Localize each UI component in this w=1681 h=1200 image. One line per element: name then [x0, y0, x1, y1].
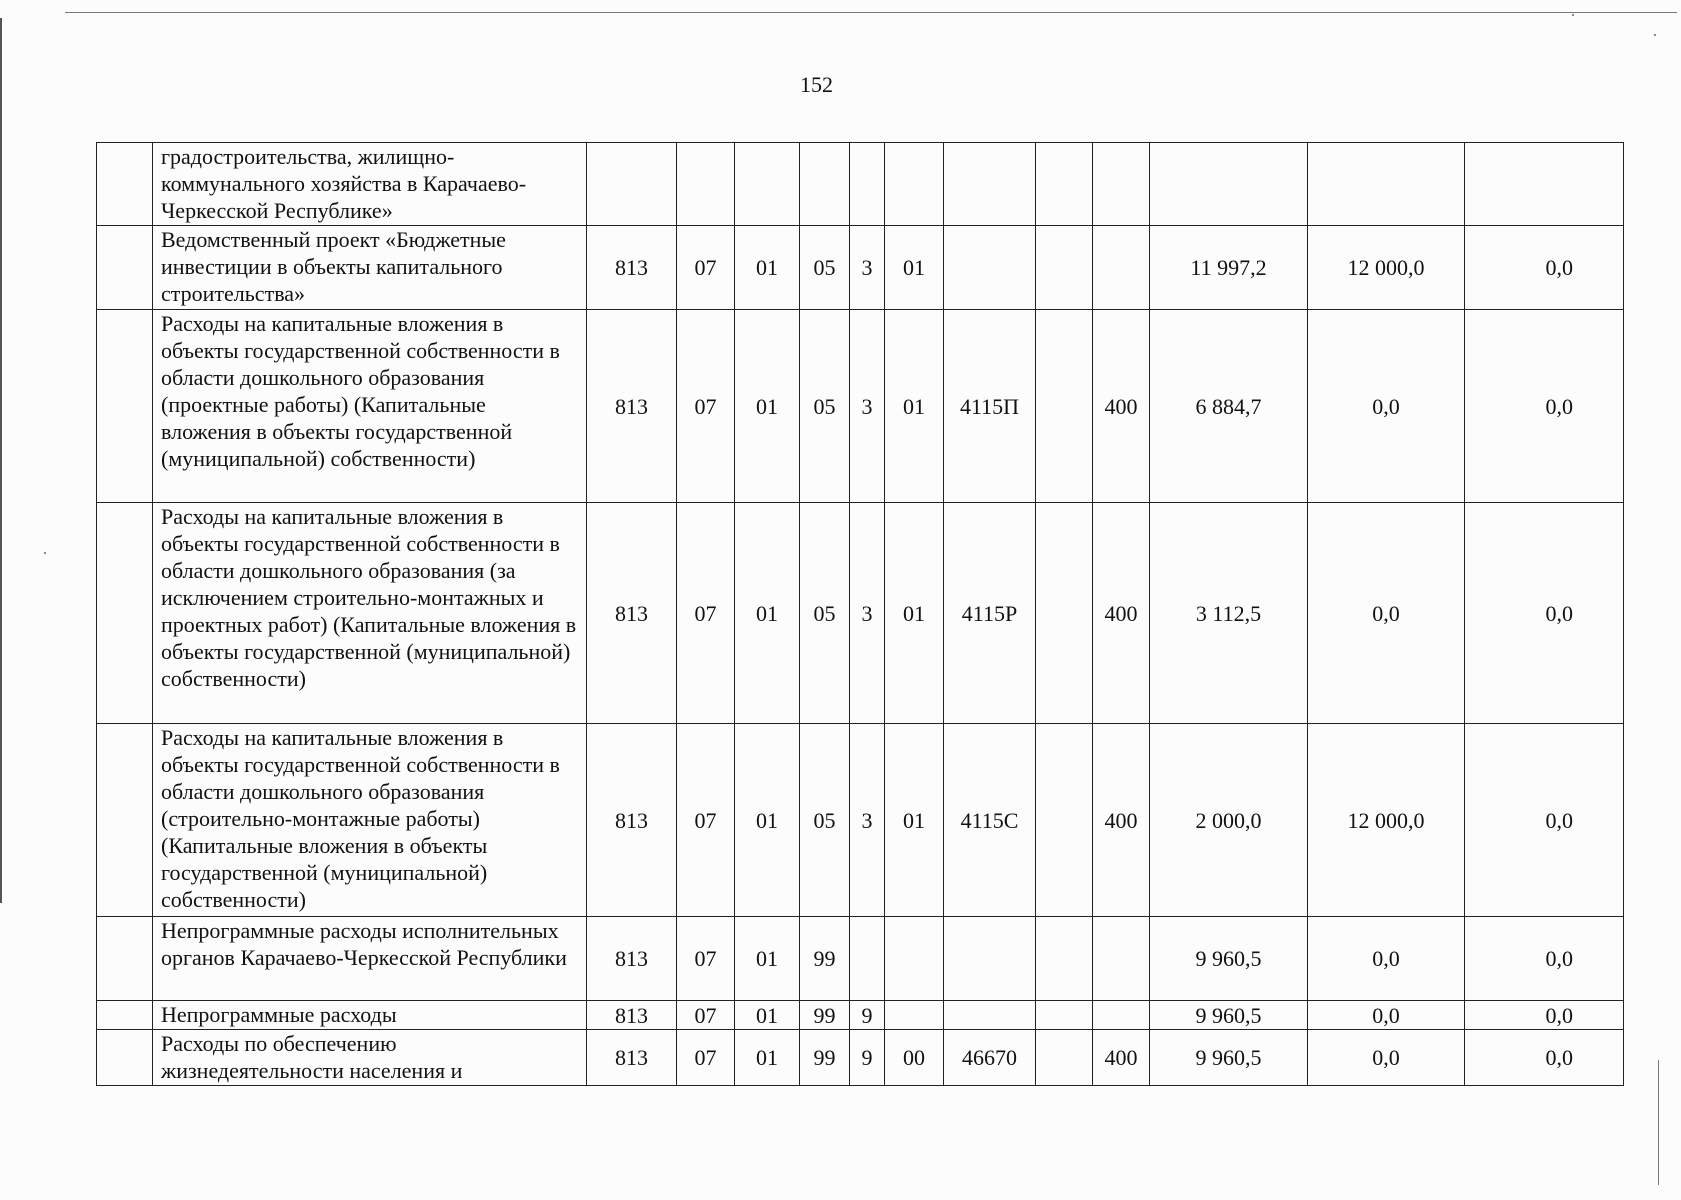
- amount-year3-cell: 0,0: [1465, 1001, 1624, 1030]
- program-code-cell: 05: [800, 503, 850, 724]
- project-code-cell: 01: [885, 226, 944, 310]
- row-marker-cell: [97, 917, 153, 1001]
- table-row: [97, 1030, 1624, 1086]
- amount-year2-cell: 0,0: [1308, 1001, 1465, 1030]
- amount-year1-cell: [1150, 143, 1308, 226]
- subsection-code-cell: 01: [735, 226, 800, 310]
- extra-code-cell: [1036, 143, 1093, 226]
- description-cell: Расходы на капитальные вложения в объекты государственной собственности в области дошкольного образования (за исключением строительно-монтажных и проектных работ) (Капитальные вложения в объекты государственной (муниципальной) собственности): [153, 503, 587, 724]
- row-marker-cell: [97, 226, 153, 310]
- extra-code-cell: [1036, 1001, 1093, 1030]
- direction-code-cell: [944, 143, 1036, 226]
- subsection-code-cell: 01: [735, 310, 800, 503]
- table-row: [97, 310, 1624, 503]
- ministry-code-cell: 813: [587, 226, 677, 310]
- description-cell: Ведомственный проект «Бюджетные инвестиции в объекты капитального строительства»: [153, 226, 587, 310]
- amount-year3-cell: 0,0: [1465, 310, 1624, 503]
- direction-code-cell: [944, 226, 1036, 310]
- expense-type-cell: [1093, 143, 1150, 226]
- direction-code-cell: [944, 917, 1036, 1001]
- ministry-code-cell: 813: [587, 503, 677, 724]
- amount-year1-cell: 11 997,2: [1150, 226, 1308, 310]
- extra-code-cell: [1036, 724, 1093, 917]
- ministry-code-cell: 813: [587, 724, 677, 917]
- expense-type-cell: 400: [1093, 1030, 1150, 1086]
- project-code-cell: [885, 917, 944, 1001]
- amount-year2-cell: 0,0: [1308, 917, 1465, 1001]
- amount-year1-cell: 9 960,5: [1150, 917, 1308, 1001]
- section-code-cell: 07: [677, 917, 735, 1001]
- amount-year2-cell: [1308, 143, 1465, 226]
- subprogram-code-cell: 3: [850, 503, 885, 724]
- row-marker-cell: [97, 503, 153, 724]
- subprogram-code-cell: [850, 917, 885, 1001]
- subprogram-code-cell: 9: [850, 1001, 885, 1030]
- subsection-code-cell: [735, 143, 800, 226]
- extra-code-cell: [1036, 226, 1093, 310]
- amount-year2-cell: 12 000,0: [1308, 724, 1465, 917]
- project-code-cell: 01: [885, 724, 944, 917]
- program-code-cell: [800, 143, 850, 226]
- expense-type-cell: [1093, 226, 1150, 310]
- subsection-code-cell: 01: [735, 1030, 800, 1086]
- amount-year1-cell: 3 112,5: [1150, 503, 1308, 724]
- subprogram-code-cell: 3: [850, 226, 885, 310]
- amount-year1-cell: 6 884,7: [1150, 310, 1308, 503]
- amount-year3-cell: 0,0: [1465, 917, 1624, 1001]
- description-cell: Непрограммные расходы исполнительных органов Карачаево-Черкесской Республики: [153, 917, 587, 1001]
- program-code-cell: 05: [800, 226, 850, 310]
- ministry-code-cell: [587, 143, 677, 226]
- table-row: [97, 724, 1624, 917]
- direction-code-cell: 4115Р: [944, 503, 1036, 724]
- subprogram-code-cell: 9: [850, 1030, 885, 1086]
- ministry-code-cell: 813: [587, 1030, 677, 1086]
- ministry-code-cell: 813: [587, 917, 677, 1001]
- scan-border-left: [0, 18, 2, 903]
- row-marker-cell: [97, 143, 153, 226]
- program-code-cell: 99: [800, 1030, 850, 1086]
- project-code-cell: [885, 143, 944, 226]
- subprogram-code-cell: [850, 143, 885, 226]
- amount-year1-cell: 2 000,0: [1150, 724, 1308, 917]
- section-code-cell: [677, 143, 735, 226]
- table-row: [97, 917, 1624, 1001]
- subsection-code-cell: 01: [735, 1001, 800, 1030]
- amount-year3-cell: 0,0: [1465, 724, 1624, 917]
- expense-type-cell: [1093, 917, 1150, 1001]
- amount-year2-cell: 12 000,0: [1308, 226, 1465, 310]
- expense-type-cell: [1093, 1001, 1150, 1030]
- amount-year2-cell: 0,0: [1308, 1030, 1465, 1086]
- extra-code-cell: [1036, 310, 1093, 503]
- subprogram-code-cell: 3: [850, 310, 885, 503]
- scan-border-top: [65, 12, 1677, 13]
- amount-year3-cell: 0,0: [1465, 226, 1624, 310]
- program-code-cell: 99: [800, 917, 850, 1001]
- subsection-code-cell: 01: [735, 503, 800, 724]
- section-code-cell: 07: [677, 1030, 735, 1086]
- amount-year1-cell: 9 960,5: [1150, 1001, 1308, 1030]
- amount-year2-cell: 0,0: [1308, 503, 1465, 724]
- section-code-cell: 07: [677, 724, 735, 917]
- amount-year3-cell: 0,0: [1465, 1030, 1624, 1086]
- budget-table: [96, 142, 1624, 1086]
- scan-speck: [44, 552, 46, 554]
- project-code-cell: 01: [885, 310, 944, 503]
- direction-code-cell: 4115С: [944, 724, 1036, 917]
- direction-code-cell: [944, 1001, 1036, 1030]
- direction-code-cell: 4115П: [944, 310, 1036, 503]
- description-cell: Расходы на капитальные вложения в объекты государственной собственности в области дошкольного образования (проектные работы) (Капитальные вложения в объекты государственной (муниципальной) собственности): [153, 310, 587, 503]
- row-marker-cell: [97, 1030, 153, 1086]
- description-cell: градостроительства, жилищно-коммунального хозяйства в Карачаево-Черкесской Республике»: [153, 143, 587, 226]
- extra-code-cell: [1036, 503, 1093, 724]
- amount-year2-cell: 0,0: [1308, 310, 1465, 503]
- subprogram-code-cell: 3: [850, 724, 885, 917]
- table-row: [97, 143, 1624, 226]
- project-code-cell: 01: [885, 503, 944, 724]
- section-code-cell: 07: [677, 226, 735, 310]
- program-code-cell: 05: [800, 310, 850, 503]
- table-row: [97, 226, 1624, 310]
- expense-type-cell: 400: [1093, 503, 1150, 724]
- section-code-cell: 07: [677, 1001, 735, 1030]
- subsection-code-cell: 01: [735, 724, 800, 917]
- description-cell: Расходы на капитальные вложения в объекты государственной собственности в области дошкольного образования (строительно-монтажные работы) (Капитальные вложения в объекты государственной (муниципальной) собственности): [153, 724, 587, 917]
- direction-code-cell: 46670: [944, 1030, 1036, 1086]
- row-marker-cell: [97, 1001, 153, 1030]
- project-code-cell: [885, 1001, 944, 1030]
- project-code-cell: 00: [885, 1030, 944, 1086]
- row-marker-cell: [97, 310, 153, 503]
- amount-year3-cell: [1465, 143, 1624, 226]
- extra-code-cell: [1036, 917, 1093, 1001]
- ministry-code-cell: 813: [587, 310, 677, 503]
- section-code-cell: 07: [677, 503, 735, 724]
- section-code-cell: 07: [677, 310, 735, 503]
- extra-code-cell: [1036, 1030, 1093, 1086]
- scan-speck: [1572, 14, 1574, 16]
- table-row: [97, 1001, 1624, 1030]
- expense-type-cell: 400: [1093, 724, 1150, 917]
- program-code-cell: 99: [800, 1001, 850, 1030]
- program-code-cell: 05: [800, 724, 850, 917]
- expense-type-cell: 400: [1093, 310, 1150, 503]
- ministry-code-cell: 813: [587, 1001, 677, 1030]
- description-cell: Расходы по обеспечению жизнедеятельности населения и: [153, 1030, 587, 1086]
- amount-year1-cell: 9 960,5: [1150, 1030, 1308, 1086]
- amount-year3-cell: 0,0: [1465, 503, 1624, 724]
- row-marker-cell: [97, 724, 153, 917]
- subsection-code-cell: 01: [735, 917, 800, 1001]
- description-cell: Непрограммные расходы: [153, 1001, 587, 1030]
- table-row: [97, 503, 1624, 724]
- page-number: 152: [800, 72, 833, 97]
- scan-speck: [1654, 34, 1656, 36]
- scan-border-right: [1658, 1060, 1659, 1185]
